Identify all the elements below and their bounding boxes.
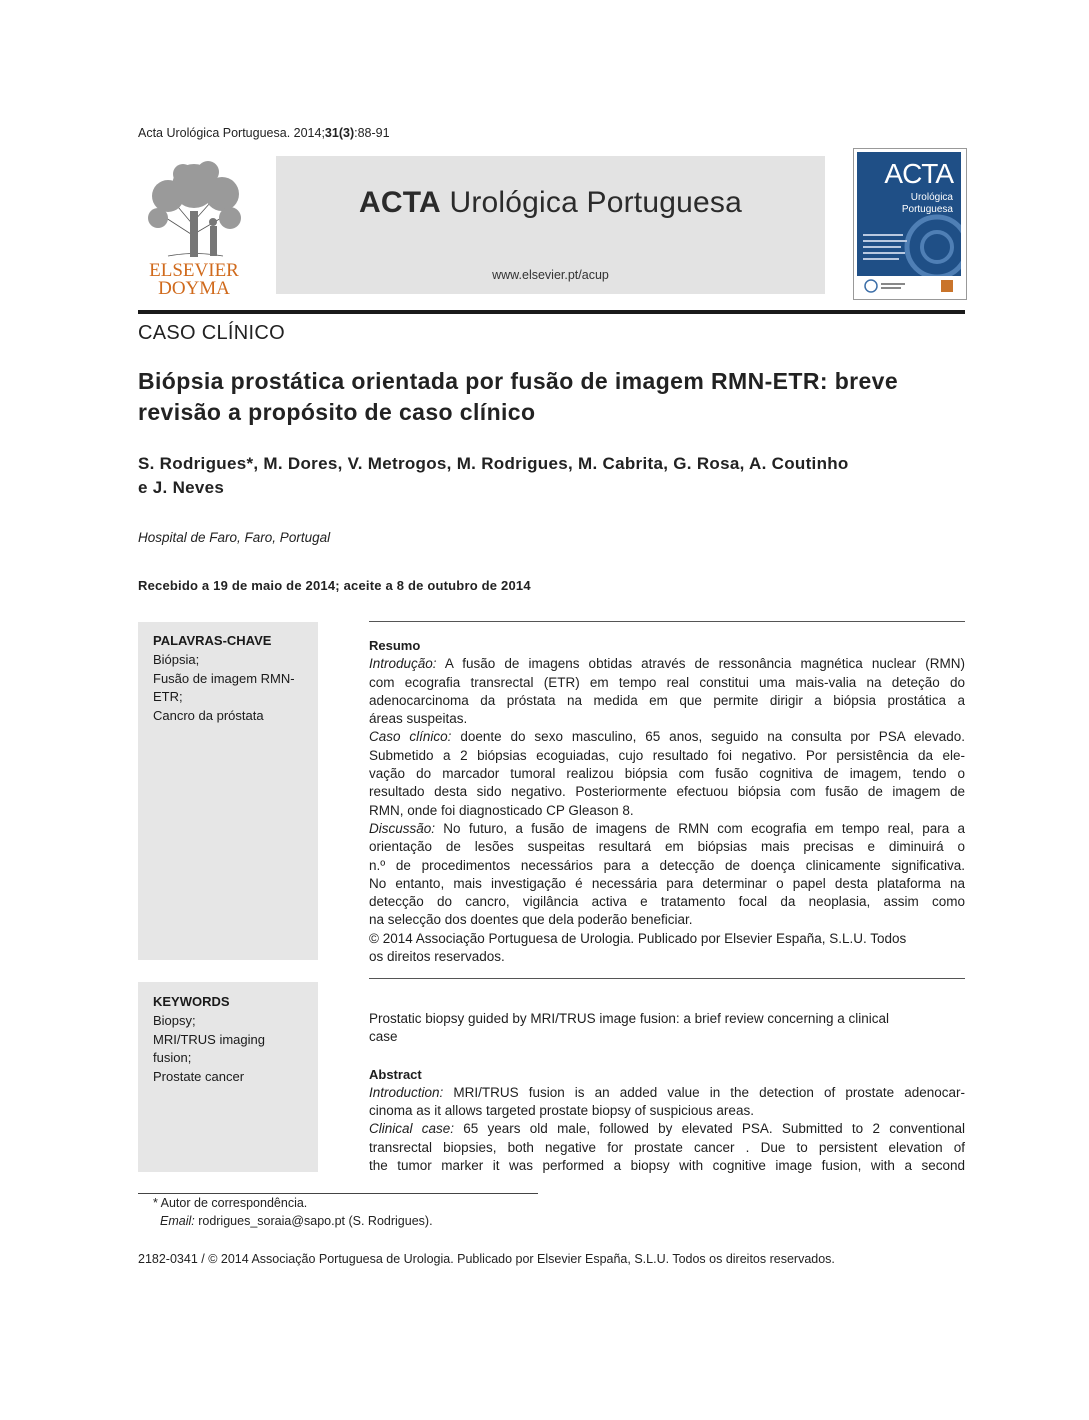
keyword-item: Prostate cancer [153, 1068, 245, 1084]
svg-text:ELSEVIER: ELSEVIER [149, 260, 239, 281]
keywords-en-box [138, 982, 318, 1172]
resumo-block: Resumo Introdução: A fusão de imagens obtidas através de ressonância magnética nuclear (RMN) com ecografia transrectal (ETR) em tempo real constitui uma mais-valia na deteção do adenocarcinoma da próstata na medida em que permite dirigir a biópsia prostática a áreas suspeitas. Caso clínico: doente do sexo masculino, 65 anos, seguido na consulta por PSA elevado. Submetido a 2 biópsias ecoguiadas, cujo resultado foi negativo. Por persistência da ele- vação do marcador tumoral realizou biópsia com fusão cognitiva de imagem, tendo o resultado desta sido negativo. Posteriormente efectuou biópsia com fusão de imagem de RMN, onde foi diagnosticado CP Gleason 8. Discussão: No futuro, a fusão de imagens de RMN com ecografia em tempo real, para a orientação de lesões suspeitas resultará em biópsias mais precisas e diminuirá o n.º de procedimentos necessários para a detecção de doença clinicamente significativa. No entanto, mais investigação é necessária para determinar o papel desta plataforma na detecção do cancro, vigilância activa e tratamento focal da neoplasia, assim como na selecção dos doentes que dela poderão beneficiar. © 2014 Associação Portuguesa de Urologia. Publicado por Elsevier España, S.L.U. Todos os direitos reservados. [369, 638, 965, 965]
keyword-item: fusion; [153, 1050, 192, 1065]
abstract-heading: Abstract [369, 1066, 422, 1082]
journal-url[interactable]: www.elsevier.pt/acup [492, 268, 609, 282]
article-section: CASO CLÍNICO [138, 322, 285, 344]
corresponding-author-note: * Autor de correspondência. [153, 1196, 308, 1210]
abstract-top-rule [369, 978, 965, 979]
english-title: Prostatic biopsy guided by MRI/TRUS image fusion: a brief review concerning a clinical [369, 1011, 889, 1026]
email-link[interactable]: rodrigues_soraia@sapo.pt (S. Rodrigues). [194, 1214, 433, 1228]
article-title: Biópsia prostática orientada por fusão de imagem RMN-ETR: breve revisão a propósito de caso clínico [138, 368, 899, 425]
journal-title: ACTA Urológica Portuguesa [359, 186, 742, 219]
footnote-rule [138, 1193, 538, 1194]
keyword-item: MRI/TRUS imaging [153, 1031, 265, 1047]
journal-cover-thumbnail: ACTA Urológica Portuguesa [853, 148, 967, 300]
keyword-item: Biópsia; [153, 652, 200, 667]
elsevier-doyma-logo [138, 156, 250, 296]
article-authors: S. Rodrigues*, M. Dores, V. Metrogos, M. Rodrigues, M. Cabrita, G. Rosa, A. Coutinho e J. Neves [138, 454, 849, 497]
received-dates: Recebido a 19 de maio de 2014; aceite a 8 de outubro de 2014 [138, 578, 531, 593]
keywords-pt-heading: PALAVRAS-CHAVE [153, 633, 272, 648]
journal-banner [276, 156, 825, 294]
keywords-pt-box [138, 622, 318, 960]
resumo-heading: Resumo [369, 638, 421, 653]
journal-citation: Acta Urológica Portuguesa. 2014;31(3):88-91 [138, 126, 390, 140]
resumo-top-rule [369, 621, 965, 622]
keywords-en-heading: KEYWORDS [153, 994, 230, 1009]
issn-copyright: 2182-0341 / © 2014 Associação Portuguesa de Urologia. Publicado por Elsevier España, S.L.U. Todos os direitos reservados. [138, 1252, 835, 1266]
header-divider [138, 310, 965, 314]
keyword-item: Biopsy; [153, 1013, 196, 1028]
keyword-item: Cancro da próstata [153, 707, 264, 723]
tree-emblem-icon [138, 156, 250, 296]
abstract-block: Prostatic biopsy guided by MRI/TRUS image fusion: a brief review concerning a clinical case Abstract Introduction: MRI/TRUS fusion is an added value in the detection of prostate adenocar- cinoma as it allows targeted prostate biopsy of suspicious areas. Clinical case: 65 years old male, followed by elevated PSA. Submitted to 2 conventional transrectal biopsies, both negative for prostate cancer . Due to persistent elevation of the tumor marker it was performed a biopsy with cognitive image fusion, with a second [369, 1011, 966, 1174]
cover-footer-logos-icon [857, 277, 961, 295]
keyword-item: Fusão de imagem RMN- [153, 670, 295, 686]
keyword-item: ETR; [153, 689, 183, 704]
email-note: Email: rodrigues_soraia@sapo.pt (S. Rodrigues). [160, 1214, 433, 1228]
affiliation: Hospital de Faro, Faro, Portugal [138, 530, 331, 545]
svg-text:DOYMA: DOYMA [158, 278, 230, 296]
